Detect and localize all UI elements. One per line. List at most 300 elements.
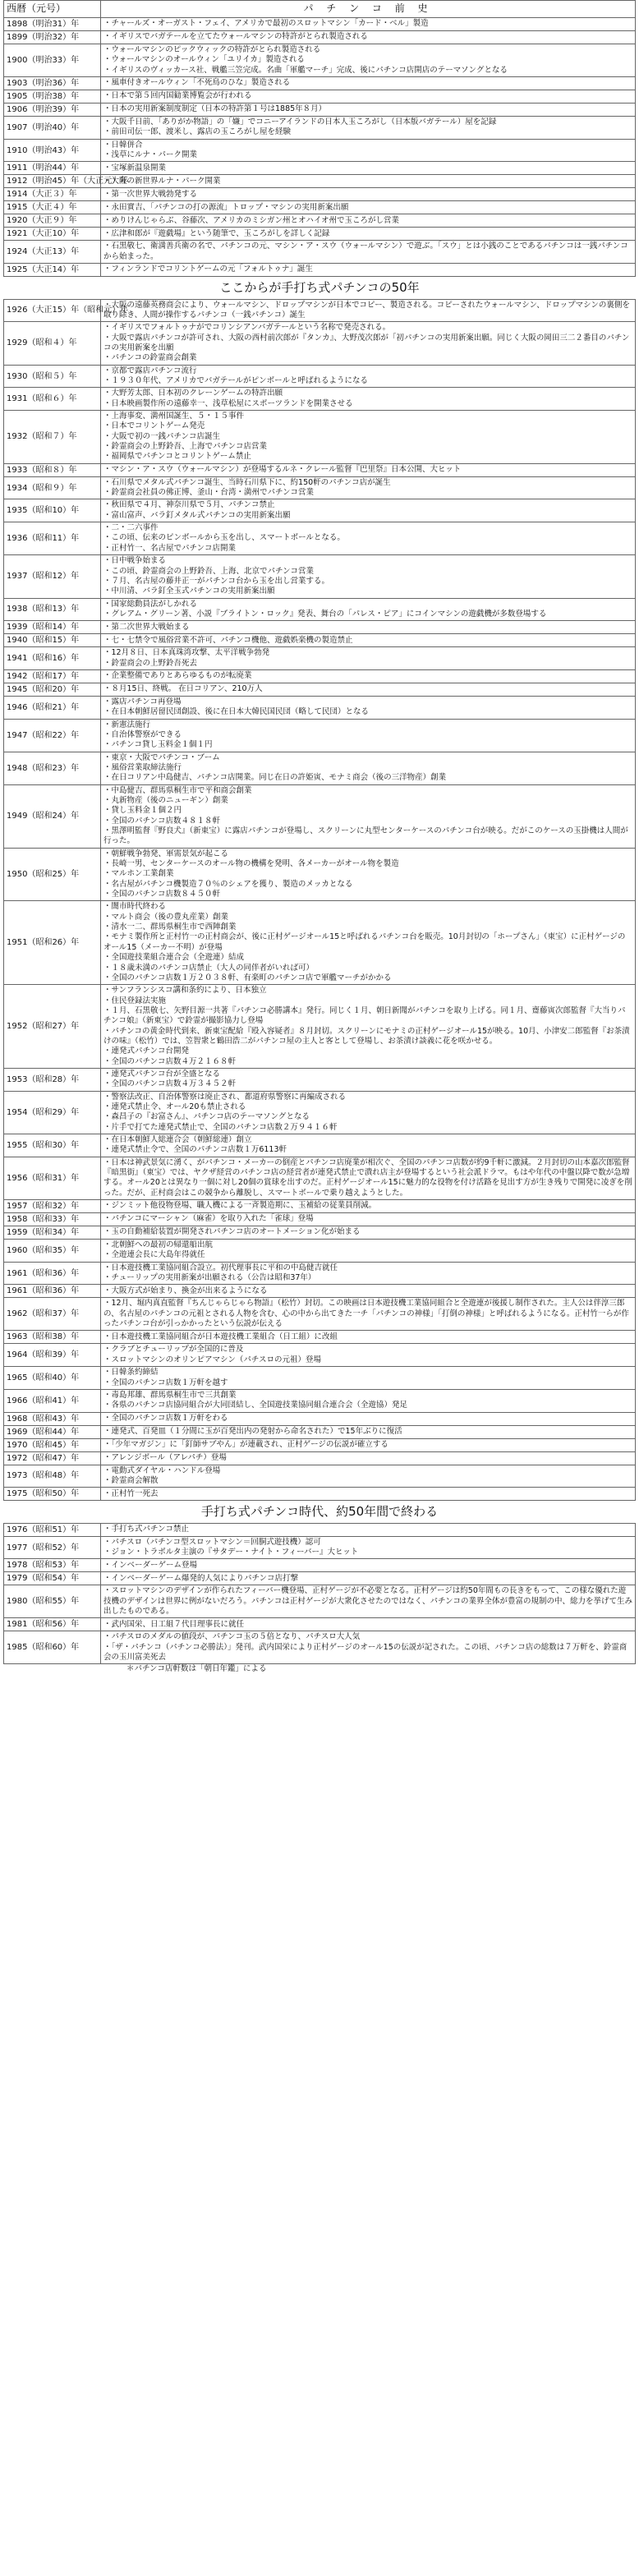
late-era-rows [4, 1523, 636, 1664]
timeline-row [4, 719, 636, 752]
timeline-row [4, 241, 636, 264]
timeline-table [3, 0, 636, 1664]
year-cell: 1948（昭和23）年 [4, 752, 101, 784]
year-cell: 1910（明治43）年 [4, 139, 101, 162]
year-cell: 1920（大正９）年 [4, 214, 101, 228]
event-text: ・パチンコの鈴霊商会創業 [103, 353, 197, 363]
event-text: ・スロットマシンのデザインが作られたフィーバー機登場、正村ゲージが不必要となる。正村ゲージは約50年間もの長きをもって、この様な優れた遊技機のデザインは世界に例がないだろう。パチンコは正村ゲージが大衆化させたのではなく、パチンコの業界全体が豊富の規制の中、総力を挙げて生み出したものである。 [103, 1586, 633, 1617]
events-cell [101, 555, 636, 598]
event-text: ・連発式、百発皿（１分間に玉が百発出内の発射から命名された）で15年ぶりに復活 [103, 1426, 402, 1436]
events-cell [101, 299, 636, 322]
event-text: ・風俗営業取締法施行 [103, 762, 182, 772]
events-cell [101, 522, 636, 555]
event-text: ・風車付きオールウィン「不死鳥のひな」製造される [103, 78, 291, 88]
events-cell [101, 1331, 636, 1344]
year-cell: 1977（昭和52）年 [4, 1536, 101, 1559]
year-cell: 1946（昭和21）年 [4, 696, 101, 719]
timeline-row [4, 634, 636, 647]
event-text: ・ジンミット他役物登場、職人機による一斉製造期に、玉補給の従業員削減。 [103, 1201, 377, 1211]
event-text: ・「少年マガジン」に「釘師サブやん」が連載され、正村ゲージの伝説が確立する [103, 1439, 388, 1449]
events-cell [101, 463, 636, 476]
year-cell: 1929（昭和４）年 [4, 322, 101, 365]
event-text: ・住民登録法実施 [103, 996, 167, 1005]
history-column-header: パ チ ン コ 前 史 [101, 1, 636, 18]
timeline-row [4, 299, 636, 322]
event-text: ・玉の自動補給装置が開発されパチンコ店のオートメーション化が始まる [103, 1227, 361, 1237]
section-heading-row [4, 277, 636, 300]
timeline-row [4, 1618, 636, 1631]
event-text: ・ウォールマシンのピックウィックの特許がとられ製造される [103, 45, 321, 54]
events-cell [101, 1523, 636, 1536]
events-cell [101, 1559, 636, 1572]
year-cell: 1898（明治31）年 [4, 18, 101, 31]
timeline-row [4, 647, 636, 670]
event-text: ・中島健吉、群馬県桐生市で平和商会創業 [103, 785, 252, 795]
event-text: ・パチンコにマーシャン（麻雀）を取り入れた「雀球」登場 [103, 1214, 314, 1224]
events-cell [101, 388, 636, 411]
year-cell: 1914（大正３）年 [4, 188, 101, 201]
year-cell: 1953（昭和28）年 [4, 1068, 101, 1091]
event-text: ・毒島邦雄、群馬県桐生市で三共創業 [103, 1390, 237, 1400]
year-cell: 1926（大正15）年（昭和元）年 [4, 299, 101, 322]
timeline-row [4, 1488, 636, 1501]
events-cell [101, 1367, 636, 1390]
event-text: ・チューリップの実用新案が出願される（公告は昭和37年） [103, 1273, 316, 1283]
event-text: ・闇市時代終わる [103, 902, 167, 912]
events-cell [101, 201, 636, 214]
year-cell: 1962（昭和37）年 [4, 1298, 101, 1331]
year-cell: 1952（昭和27）年 [4, 985, 101, 1069]
timeline-row [4, 1262, 636, 1285]
event-text: ・インベーダーゲーム爆発的人気によりパチンコ店打撃 [103, 1573, 299, 1583]
events-cell [101, 1451, 636, 1465]
events-cell [101, 647, 636, 670]
timeline-row [4, 1200, 636, 1213]
event-text: ・ウォールマシンのオールウィン「ユリイカ」製造される [103, 55, 305, 65]
timeline-row [4, 90, 636, 104]
event-text: ・第一次世界大戦勃発する [103, 189, 198, 199]
timeline-row [4, 1285, 636, 1298]
event-text: ・丸新物産（後のニューギン）創業 [103, 796, 228, 805]
timeline-row [4, 784, 636, 848]
events-cell [101, 1091, 636, 1134]
event-text: ・アレンジボール（アレパチ）登場 [103, 1452, 227, 1462]
timeline-row [4, 1585, 636, 1618]
timeline-row [4, 499, 636, 522]
event-text: ・二・二六事件 [103, 523, 159, 533]
events-cell [101, 241, 636, 264]
event-text: ・前田司伝一郎、渡米し、露店の玉ころがし屋を経験 [103, 127, 292, 137]
year-cell: 1945（昭和20）年 [4, 683, 101, 696]
events-cell [101, 476, 636, 499]
year-cell: 1981（昭和56）年 [4, 1618, 101, 1631]
event-text: ・連発式禁止令、オール20も禁止される [103, 1102, 246, 1111]
event-text: ・日本の実用新案制度制定（日本の特許第１号は1885年８月） [103, 104, 327, 114]
timeline-row [4, 848, 636, 901]
timeline-row [4, 1438, 636, 1451]
events-cell [101, 621, 636, 634]
year-cell: 1899（明治32）年 [4, 31, 101, 44]
year-cell: 1954（昭和29）年 [4, 1091, 101, 1134]
events-cell [101, 162, 636, 175]
timeline-row [4, 522, 636, 555]
event-text: ・この頃、鈴霊商会の上野鈴吾、上海、北京でパチンコ営業 [103, 566, 315, 576]
year-cell: 1966（昭和41）年 [4, 1389, 101, 1412]
event-text: ・全国のパチンコ店数１万２０３８軒、有楽町のパチンコ店で軍艦マーチがかかる [103, 973, 392, 982]
events-cell [101, 499, 636, 522]
timeline-row [4, 1425, 636, 1438]
timeline-row [4, 621, 636, 634]
events-cell [101, 985, 636, 1069]
events-cell [101, 784, 636, 848]
events-cell [101, 117, 636, 140]
event-text: ・１９３０年代、アメリカでバガテールがピンボールと呼ばれるようになる [103, 376, 368, 385]
event-text: ・連発式パチンコ台開発 [103, 1046, 190, 1056]
timeline-row [4, 44, 636, 77]
year-cell: 1903（明治36）年 [4, 77, 101, 90]
year-cell: 1955（昭和30）年 [4, 1134, 101, 1157]
event-text: ・日韓条約締結 [103, 1368, 159, 1378]
year-cell: 1935（昭和10）年 [4, 499, 101, 522]
year-cell: 1936（昭和11）年 [4, 522, 101, 555]
year-cell: 1930（昭和５）年 [4, 365, 101, 388]
year-cell: 1912（明治45）年（大正元）年 [4, 175, 101, 188]
timeline-row [4, 555, 636, 598]
year-cell: 1965（昭和40）年 [4, 1367, 101, 1390]
events-cell [101, 175, 636, 188]
timeline-row [4, 985, 636, 1069]
event-text: ・８月15日、終戦。 在日コリアン、210万人 [103, 684, 263, 694]
year-cell: 1979（昭和54）年 [4, 1572, 101, 1585]
event-text: ・上海事変、満州国誕生、５・１５事件 [103, 412, 245, 421]
event-text: ・鈴霊商会社員の佛正博、釜山・台湾・満州でパチンコ営業 [103, 488, 315, 498]
events-cell [101, 669, 636, 683]
event-text: ・大野芳太郎、日本初のクレーンゲームの特許出願 [103, 389, 283, 398]
events-cell [101, 1298, 636, 1331]
timeline-row [4, 175, 636, 188]
timeline-row [4, 1134, 636, 1157]
events-cell [101, 214, 636, 228]
event-text: ・マシン・ア・スウ（ウォールマシン）が登場するルネ・クレール監督『巴里祭』日本公開、大ヒット [103, 465, 462, 475]
timeline-row [4, 388, 636, 411]
timeline-row [4, 228, 636, 241]
year-cell: 1969（昭和44）年 [4, 1425, 101, 1438]
events-cell [101, 264, 636, 277]
event-text: ・インベーダーゲーム登場 [103, 1560, 198, 1570]
events-cell [101, 1631, 636, 1664]
year-cell: 1975（昭和50）年 [4, 1488, 101, 1501]
year-cell: 1973（昭和48）年 [4, 1465, 101, 1488]
events-cell [101, 44, 636, 77]
event-text: ・全国遊技業組合連合会（全遊連）結成 [103, 953, 245, 963]
event-text: ・日本遊技機工業協同組合が日本遊技機工業組合（日工組）に改組 [103, 1332, 338, 1341]
handpay-era-rows [4, 299, 636, 1501]
event-text: ・チャールズ・オーガスト・フェイ、アメリカで最初のスロットマシン「カード・ベル」製造 [103, 19, 429, 29]
event-text: ・国家総動員法がしかれる [103, 599, 198, 609]
section-heading-end: 手打ち式パチンコ時代、約50年間で終わる [200, 1504, 439, 1520]
timeline-row [4, 901, 636, 985]
event-text: ・ジョン・トラボルタ主演の『サタデー・ナイト・フィーバー』大ヒット [103, 1548, 359, 1557]
timeline-row [4, 463, 636, 476]
event-text: ・浅草にルナ・パーク開業 [103, 150, 198, 160]
events-cell [101, 1389, 636, 1412]
year-cell: 1933（昭和８）年 [4, 463, 101, 476]
year-cell: 1947（昭和22）年 [4, 719, 101, 752]
year-cell: 1978（昭和53）年 [4, 1559, 101, 1572]
event-text: ・連発式禁止令で、全国のパチンコ店数１万6113軒 [103, 1145, 287, 1155]
year-cell: 1957（昭和32）年 [4, 1200, 101, 1213]
event-text: ・京都で露店パチンコ流行 [103, 366, 197, 375]
events-cell [101, 1572, 636, 1585]
timeline-row [4, 322, 636, 365]
timeline-row [4, 1344, 636, 1367]
event-text: ・全国のパチンコ店数４万３４５２軒 [103, 1079, 237, 1089]
year-cell: 1932（昭和７）年 [4, 411, 101, 464]
timeline-row [4, 264, 636, 277]
year-cell: 1956（昭和31）年 [4, 1157, 101, 1199]
year-cell: 1934（昭和９）年 [4, 476, 101, 499]
event-text: ・全遊連会長に大島年得就任 [103, 1250, 205, 1260]
event-text: ・日韓併合 [103, 140, 143, 150]
year-cell: 1964（昭和39）年 [4, 1344, 101, 1367]
events-cell [101, 1585, 636, 1618]
year-cell: 1959（昭和34）年 [4, 1226, 101, 1240]
section-heading-row [4, 1501, 636, 1524]
timeline-row [4, 31, 636, 44]
event-text: ・警察法改正、自治体警察は廃止され、都道府県警察に再編成される [103, 1092, 347, 1102]
event-text: ・日中戦争始まる [103, 556, 167, 566]
timeline-row [4, 18, 636, 31]
event-text: ・マルホン工業創業 [103, 869, 174, 879]
events-cell [101, 228, 636, 241]
events-cell [101, 139, 636, 162]
events-cell [101, 31, 636, 44]
timeline-row [4, 201, 636, 214]
year-cell: 1980（昭和55）年 [4, 1585, 101, 1618]
timeline-row [4, 1559, 636, 1572]
event-text: ・大阪で露店パチンコが許可され、大阪の西村前次郎が『タンカ』、大野茂次郎が「初パチンコの実用新案出願。同じく大阪の岡田三二２番目のパチンコの実用新案を出願 [103, 333, 630, 352]
year-cell: 1938（昭和13）年 [4, 598, 101, 621]
event-text: ・石川県でメタル式パチンコ誕生、当時石川県下に、約150軒のパチンコ店が誕生 [103, 477, 391, 487]
events-cell [101, 1285, 636, 1298]
event-text: ・中川清、バラ釘全玉式パチンコの実用新案出願 [103, 586, 275, 596]
event-text: ・自治体警察ができる [103, 729, 182, 739]
event-text: ・イギリスのヴィッカース社、戦艦三笠完成。名曲「軍艦マーチ」完成、後にパチンコ店開店のテーマソングとなる [103, 65, 508, 75]
events-cell [101, 696, 636, 719]
event-text: ・パチンコの黄金時代到来、新東宝配給『殴入容疑者』８月封切。スクリーンにモナミの正村ゲージオール15が映る。10月、小津安二郎監督『お茶漬けの味』（松竹）では、笠智衆と鶴田浩二がパチンコ屋の主人と客として登場し、お茶漬け談義に花を咲かせる。 [103, 1026, 630, 1046]
event-text: ・七・七禁令で風俗営業不許可、パチンコ機他、遊戯娯楽機の製造禁止 [103, 635, 353, 645]
timeline-row [4, 696, 636, 719]
events-cell [101, 634, 636, 647]
event-text: ・在日本朝鮮居留民団創設、後に在日本大韓民国民団（略して民団）となる [103, 707, 370, 717]
event-text: ・12月、堀内真直監督『ちんじゃらじゃら物語』（松竹）封切。この映画は日本遊技機工業協同組合と全遊連が後援し制作された。主人公は伴淳三郎の、名古屋のパチンコの元祖とされる人物を含む、心の中から出てきた一チ「パチンコの神様」「打倒の神様」と呼ばれるようになる。正村竹一らが作ったパチンコ台が引っかかったという伝説が伝える [103, 1299, 629, 1329]
year-cell: 1985（昭和60）年 [4, 1631, 101, 1664]
timeline-row [4, 1536, 636, 1559]
events-cell [101, 1438, 636, 1451]
event-text: ・全国のパチンコ店数４８１８軒 [103, 816, 221, 826]
timeline-row [4, 214, 636, 228]
timeline-row [4, 1240, 636, 1263]
year-cell: 1900（明治33）年 [4, 44, 101, 77]
timeline-row [4, 1465, 636, 1488]
year-cell: 1939（昭和14）年 [4, 621, 101, 634]
event-text: ・企業整備でありとあらゆるものが転廃業 [103, 671, 252, 681]
timeline-row [4, 411, 636, 464]
timeline-row [4, 1451, 636, 1465]
event-text: ・広津和郎が『遊戯場』という随筆で、玉ころがしを詳しく記録 [103, 228, 330, 238]
event-text: ・正村竹一、名古屋でパチンコ店開業 [103, 543, 237, 553]
year-cell: 1968（昭和43）年 [4, 1412, 101, 1425]
year-cell: 1924（大正13）年 [4, 241, 101, 264]
event-text: ・日本映画製作所の遠藤幸一、浅草松屋にスポーツランドを開業させる [103, 398, 353, 408]
event-text: ・永田實吉、「パチンコの打の源流」トロップ・マシンの実用新案出願 [103, 202, 349, 212]
events-cell [101, 1465, 636, 1488]
event-text: ・めりけんじゃらぶ、谷藤次、アメリカのミシガン州とオハイオ州で玉ころがし営業 [103, 215, 400, 225]
year-cell: 1963（昭和38）年 [4, 1331, 101, 1344]
timeline-row [4, 752, 636, 784]
event-text: ・各県のパチンコ店協同組合が大同団結し、全国遊技業協同組合連合会（全遊協）発足 [103, 1401, 408, 1410]
events-cell [101, 848, 636, 901]
event-text: ・在日コリアン中島健吉、パチンコ店開業。同じ在日の許姫寅、モナミ商会（後の三洋物産）創業 [103, 773, 447, 783]
event-text: ・東京・大阪でパチンコ・ブーム [103, 752, 220, 762]
events-cell [101, 90, 636, 104]
event-text: ・鈴霊商会の上野鈴吾、上海でパチンコ店営業 [103, 442, 268, 452]
events-cell [101, 1240, 636, 1263]
event-text: ・名古屋がパチンコ機製造７０％のシェアを獲り、製造のメッカとなる [103, 879, 353, 889]
events-cell [101, 1536, 636, 1559]
event-text: ・１月、石黒敬七、矢野目源一共著『パチンコ必勝講本』発行。同じく１月、朝日新聞がパチンコを取り上げる。同１月、齋藤寅次郎監督『大当りパチンコ娘』（新東宝）で鈴霊が撮影協力し登場 [103, 1005, 626, 1026]
timeline-row [4, 77, 636, 90]
event-text: ・日本遊技機工業協同組合設立。初代理事長に平和の中島健吉就任 [103, 1263, 338, 1272]
year-column-header: 西暦（元号） [4, 1, 101, 18]
events-cell [101, 1488, 636, 1501]
timeline-row [4, 1331, 636, 1344]
events-cell [101, 1200, 636, 1213]
timeline-row [4, 1631, 636, 1664]
year-cell: 1906（明治39）年 [4, 104, 101, 117]
event-text: ・第二次世界大戦始まる [103, 622, 190, 632]
timeline-document [3, 0, 636, 1675]
event-text: ・鈴霊商会の上野鈴吾死去 [103, 658, 198, 668]
event-text: ・モナミ製作所と正村竹一の正村商会が、後に正村ゲージオール15と呼ばれるパチンコ台を販売。10月封切の「ホープさん」（東宝）に正村ゲージのオール15（メーカー不明）が登場 [103, 932, 626, 952]
timeline-row [4, 669, 636, 683]
event-text: ・北朝鮮への最初の帰還船出航 [103, 1240, 214, 1250]
event-text: ・秋田県で４月、神奈川県で５月、パチンコ禁止 [103, 500, 275, 510]
event-text: ・長崎一男、センターケースのオール物の機構を発明、各メーカーがオール物を製造 [103, 859, 399, 869]
event-text: ・大阪の遠藤英務商会により、ウォールマシン、ドロップマシンが日本でコピー、製造される。コピーされたウォールマシン、ドロップマシンの裏側を取り除き、人間が操作するパチンコ（一銭パチンコ）誕生 [103, 300, 630, 320]
events-cell [101, 1618, 636, 1631]
events-cell [101, 1213, 636, 1226]
event-text: ・宝塚新温泉開業 [103, 163, 167, 172]
events-cell [101, 1425, 636, 1438]
event-text: ・「ザ・パチンコ（パチンコ必勝法）」発刊。武内国栄により正村ゲージのオール15の伝説が記された。この頃、パチンコ店の総数は７万軒を、鈴霊商会の玉川富美死去 [103, 1642, 628, 1663]
event-text: ・日本でコリントゲーム発売 [103, 421, 205, 431]
year-cell: 1976（昭和51）年 [4, 1523, 101, 1536]
year-cell: 1960（昭和35）年 [4, 1240, 101, 1263]
event-text: ・パチンコ貸し玉料金１個１円 [103, 740, 213, 750]
timeline-row [4, 365, 636, 388]
event-text: ・イギリスでフォルトゥナがでコリンシアンバガテールという名称で発売される。 [103, 323, 391, 333]
timeline-row [4, 1572, 636, 1585]
timeline-row [4, 1367, 636, 1390]
event-text: ・福岡県でパチンコとコリントゲーム禁止 [103, 452, 251, 462]
event-text: ・１８歳未満のパチンコ店禁止（大人の同伴者がいれば可） [103, 963, 315, 973]
timeline-row [4, 476, 636, 499]
year-cell: 1970（昭和45）年 [4, 1438, 101, 1451]
event-text: ・全国のパチンコ店数４万２１６８軒 [103, 1056, 237, 1066]
event-text: ・手打ち式パチンコ禁止 [103, 1525, 190, 1534]
year-cell: 1951（昭和26）年 [4, 901, 101, 985]
events-cell [101, 18, 636, 31]
year-cell: 1961（昭和36）年 [4, 1285, 101, 1298]
year-cell: 1958（昭和33）年 [4, 1213, 101, 1226]
event-text: ・黒澤明監督『野良犬』（新東宝）に露店パチンコが登場し、スクリーンに丸型センターケースのパチンコ台が映る。だがこのケースの玉掛機は人間が行った。 [103, 826, 628, 846]
events-cell [101, 683, 636, 696]
event-text: ・片手で打てた連発式禁止で、全国のパチンコ店数２万９４１６軒 [103, 1122, 338, 1132]
timeline-row [4, 1298, 636, 1331]
year-cell: 1931（昭和６）年 [4, 388, 101, 411]
event-text: ・全国のパチンコ店数１万軒を越す [103, 1378, 228, 1387]
timeline-row [4, 598, 636, 621]
events-cell [101, 411, 636, 464]
header-row [4, 1, 636, 18]
event-text: ・大阪方式が始まり、換金が出来るようになる [103, 1286, 268, 1295]
events-cell [101, 1226, 636, 1240]
event-text: ・富山富声、バラ釘メタル式パチンコの実用新案出願 [103, 510, 291, 520]
timeline-row [4, 1068, 636, 1091]
events-cell [101, 1134, 636, 1157]
events-cell [101, 1262, 636, 1285]
events-cell [101, 188, 636, 201]
event-text: ・12月８日、日本真珠湾攻撃、太平洋戦争勃発 [103, 648, 270, 658]
event-text: ・パチスロのメダルの値段が、パチンコ玉の５倍となり、パチスロ大人気 [103, 1632, 361, 1642]
event-text: ・スロットマシンのオリンピアマシン（パチスロの元祖）登場 [103, 1355, 321, 1364]
events-cell [101, 1344, 636, 1367]
event-text: ・パチスロ（パチンコ型スロットマシン＝回胴式遊技機）認可 [103, 1537, 321, 1547]
event-text: ・石黒敬七、衛満善兵衛の名で、パチンコの元、マシン・ア・スウ（ウォールマシン）で遊ぶ。「スウ」とは小銭のことであるパチンコは一銭パチンコから始まった。 [103, 242, 628, 261]
event-text: ・日本は神武景気に湧く、がパチンコ・メーカーの倒産とパチンコ店廃業が相次ぐ、全国のパチンコ店数が約9千軒に激減。２月封切の山本嘉次郎監督『暗黒街』（東宝）では、ヤクザ経営のパチンコ店の経営者が連発式禁止で潰れ店主が登場するという社会派ドラマ。もはや年代の中盤以降で数が急増する。オール20とは異なり一個に対し20個の賞球を出すのだ。正村ゲージオール15に魅力的な役物を付け活路を見出す方が生き残りで開発に凌ぎを削った。だが、正村商会はこの競争から離脱し、スマートボールで乗り越えようとした。 [103, 1157, 632, 1198]
event-text: ・イギリスでバガテールを立てたウォールマシンの特許がとられ製造される [103, 32, 368, 42]
timeline-row [4, 1213, 636, 1226]
event-text: ・朝鮮戦争勃発、軍需景気が起こる [103, 849, 229, 858]
event-text: ・新憲法施行 [103, 720, 151, 729]
event-text: ・大阪の新世界ルナ・パーク開業 [103, 176, 221, 186]
event-text: ・貸し玉料金１個２円 [103, 806, 182, 816]
timeline-row [4, 1157, 636, 1199]
event-text: ・この頃、伝来のピンボールから玉を出し、スマートボールとなる。 [103, 533, 345, 543]
timeline-row [4, 162, 636, 175]
timeline-row [4, 1389, 636, 1412]
events-cell [101, 77, 636, 90]
year-cell: 1942（昭和17）年 [4, 669, 101, 683]
timeline-row [4, 117, 636, 140]
year-cell: 1961（昭和36）年 [4, 1262, 101, 1285]
event-text: ・フィンランドでコリントゲームの元「フォルトゥナ」誕生 [103, 264, 313, 274]
event-text: ・全国のパチンコ店数１万軒をわる [103, 1413, 228, 1423]
events-cell [101, 322, 636, 365]
year-cell: 1907（明治40）年 [4, 117, 101, 140]
events-cell [101, 104, 636, 117]
event-text: ・大阪で初の一銭パチンコ店誕生 [103, 431, 221, 441]
year-cell: 1921（大正10）年 [4, 228, 101, 241]
events-cell [101, 1068, 636, 1091]
year-cell: 1905（明治38）年 [4, 90, 101, 104]
event-text: ・電動式ダイヤル・ハンドル登場 [103, 1465, 221, 1475]
year-cell: 1950（昭和25）年 [4, 848, 101, 901]
timeline-row [4, 1523, 636, 1536]
timeline-row [4, 1412, 636, 1425]
event-text: ・全国のパチンコ店数８４５０軒 [103, 890, 221, 899]
